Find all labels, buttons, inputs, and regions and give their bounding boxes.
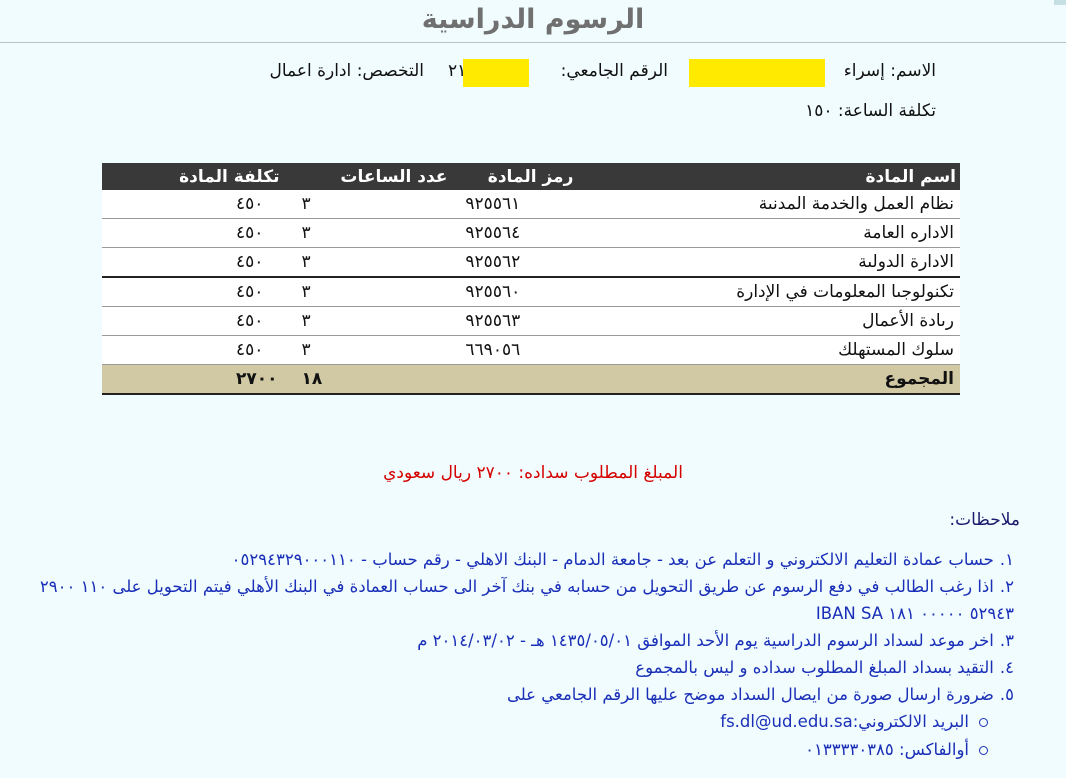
course-hours: ٣ bbox=[284, 190, 452, 219]
total-row bbox=[102, 365, 960, 395]
note-text: حساب عمادة التعليم الالكتروني و التعلم عن بعد - جامعة الدمام - البنك الاهلي - رقم حساب - ٠٥٢٩٤٣٢٩٠٠٠١١٠ bbox=[231, 550, 994, 569]
total-code-empty bbox=[451, 365, 577, 395]
course-code: ٩٢٥٥٦٠ bbox=[451, 277, 577, 307]
top-accent bbox=[1054, 0, 1066, 5]
header-course-code: رمز المادة bbox=[451, 163, 577, 190]
note-number: ٣. bbox=[999, 631, 1014, 650]
amount-due: المبلغ المطلوب سداده: ٢٧٠٠ ريال سعودي bbox=[383, 463, 683, 483]
course-cost: ٤٥٠ bbox=[102, 307, 284, 336]
course-code: ٩٢٥٥٦٢ bbox=[451, 248, 577, 278]
table-row bbox=[102, 277, 960, 307]
student-id bbox=[561, 61, 668, 81]
note-item bbox=[24, 654, 1014, 681]
course-hours: ٣ bbox=[284, 277, 452, 307]
course-name: الاداره العامة bbox=[577, 219, 960, 248]
course-cost: ٤٥٠ bbox=[102, 336, 284, 365]
id-label: الرقم الجامعي: bbox=[560, 61, 668, 81]
note-item bbox=[24, 681, 1014, 764]
course-code: ٦٦٩٠٥٦ bbox=[451, 336, 577, 365]
course-hours: ٣ bbox=[284, 219, 452, 248]
id-value: ٢١ bbox=[448, 61, 467, 81]
contact-email bbox=[24, 708, 988, 736]
name-label: الاسم: bbox=[890, 61, 936, 81]
notes-title: ملاحظات: bbox=[949, 510, 1020, 530]
note-text: اخر موعد لسداد الرسوم الدراسية يوم الأحد الموافق ١٤٣٥/٠٥/٠١ هـ - ٢٠١٤/٠٣/٠٢ م bbox=[417, 631, 994, 650]
name-value: إسراء bbox=[843, 61, 885, 81]
course-hours: ٣ bbox=[284, 336, 452, 365]
student-major bbox=[270, 61, 424, 81]
table-row bbox=[102, 307, 960, 336]
course-name: نظام العمل والخدمة المدنىة bbox=[577, 190, 960, 219]
note-item bbox=[24, 573, 1014, 627]
course-code: ٩٢٥٥٦١ bbox=[451, 190, 577, 219]
hour-cost bbox=[805, 101, 936, 121]
name-redaction bbox=[689, 59, 825, 87]
page-title: الرسوم الدراسية bbox=[0, 0, 1066, 43]
course-cost: ٤٥٠ bbox=[102, 248, 284, 278]
id-redaction bbox=[463, 59, 529, 87]
course-code: ٩٢٥٥٦٤ bbox=[451, 219, 577, 248]
student-name bbox=[844, 61, 936, 81]
course-code: ٩٢٥٥٦٣ bbox=[451, 307, 577, 336]
table-row bbox=[102, 190, 960, 219]
table-row bbox=[102, 219, 960, 248]
contact-fax-text: أوالفاكس: ٠١٣٣٣٣٠٣٨٥ bbox=[805, 740, 969, 759]
course-name: سلوك المستهلك bbox=[577, 336, 960, 365]
table-row bbox=[102, 248, 960, 278]
total-cost: ٢٧٠٠ bbox=[102, 365, 284, 395]
course-hours: ٣ bbox=[284, 248, 452, 278]
hour-cost-value: ١٥٠ bbox=[805, 101, 833, 121]
note-text: التقيد بسداد المبلغ المطلوب سداده و ليس بالمجموع bbox=[635, 658, 994, 677]
note-text: اذا رغب الطالب في دفع الرسوم عن طريق التحويل من حسابه في بنك آخر الى حساب العمادة في البنك الأهلي فيتم التحويل على ١١٠ ٢٩٠٠ ٥٢٩٤٣ ٠٠٠٠٠ ١٨١ IBAN SA bbox=[39, 577, 1014, 623]
table-header-row bbox=[102, 163, 960, 190]
total-label: المجموع bbox=[577, 365, 960, 395]
note-number: ٢. bbox=[999, 577, 1014, 596]
course-name: تكنولوجىا المعلومات في الإدارة bbox=[577, 277, 960, 307]
contact-sublist bbox=[24, 708, 1014, 764]
bullet-circle-icon bbox=[979, 746, 988, 755]
course-cost: ٤٥٠ bbox=[102, 277, 284, 307]
fees-table bbox=[102, 163, 960, 395]
note-item bbox=[24, 627, 1014, 654]
note-number: ٥. bbox=[999, 685, 1014, 704]
hour-cost-label: تكلفة الساعة: bbox=[837, 101, 936, 121]
course-name: الادارة الدولىة bbox=[577, 248, 960, 278]
contact-fax bbox=[24, 736, 988, 764]
major-label: التخصص: bbox=[356, 61, 424, 81]
note-number: ١. bbox=[999, 550, 1014, 569]
total-hours: ١٨ bbox=[284, 365, 452, 395]
course-cost: ٤٥٠ bbox=[102, 219, 284, 248]
header-course-name: اسم المادة bbox=[577, 163, 960, 190]
course-hours: ٣ bbox=[284, 307, 452, 336]
note-text: ضرورة ارسال صورة من ايصال السداد موضح عليها الرقم الجامعي على bbox=[506, 685, 994, 704]
header-cost: تكلفة المادة bbox=[102, 163, 284, 190]
bullet-circle-icon bbox=[979, 718, 988, 727]
notes-list bbox=[24, 546, 1014, 764]
contact-email-text: البريد الالكتروني:fs.dl@ud.edu.sa bbox=[720, 712, 969, 731]
major-value: ادارة اعمال bbox=[269, 61, 352, 81]
note-number: ٤. bbox=[999, 658, 1014, 677]
course-cost: ٤٥٠ bbox=[102, 190, 284, 219]
header-hours: عدد الساعات bbox=[284, 163, 452, 190]
course-name: رىادة الأعمال bbox=[577, 307, 960, 336]
table-row bbox=[102, 336, 960, 365]
note-item bbox=[24, 546, 1014, 573]
